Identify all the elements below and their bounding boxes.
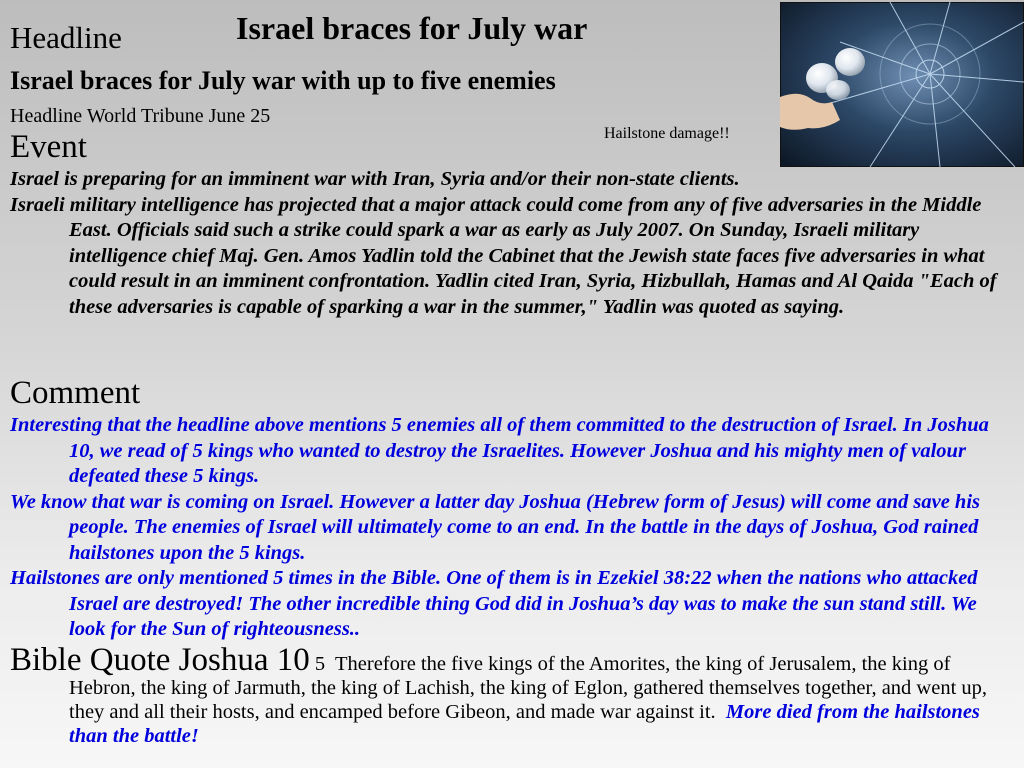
comment-paragraph: Hailstones are only mentioned 5 times in the Bible. One of them is in Ezekiel 38:22 when the nations who attacked Israel are destroyed! The other incredible thing God did in Joshua’s day was to make the sun stand still. We look for the Sun of righteousness..	[10, 567, 978, 640]
headline-text: Israel braces for July war with up to five enemies	[10, 66, 556, 95]
verse-number: 5	[314, 653, 326, 675]
hailstone-photo	[780, 2, 1024, 167]
event-paragraph: Israeli military intelligence has projected that a major attack could come from any of five adversaries in the Middle East. Officials said such a strike could spark a war as early as July 2007. On Sunday, Israeli military intelligence chief Maj. Gen. Amos Yadlin told the Cabinet that the Jewish state faces five adversaries in what could result in an imminent confrontation. Yadlin cited Iran, Syria, Hizbullah, Hamas and Al Qaida "Each of these adversaries is capable of sparking a war in the summer," Yadlin was quoted as saying.	[10, 193, 997, 318]
event-paragraph: Israel is preparing for an imminent war with Iran, Syria and/or their non-state clients.	[10, 168, 740, 190]
bible-paragraph	[10, 642, 1014, 748]
bible-quote	[10, 642, 1014, 748]
image-caption: Hailstone damage!!	[604, 125, 730, 142]
slide-title: Israel braces for July war	[236, 10, 588, 46]
section-label-event: Event	[10, 129, 87, 165]
comment-body	[10, 413, 1014, 643]
comment-paragraph: We know that war is coming on Israel. However a latter day Joshua (Hebrew form of Jesus) will come and save his people. The enemies of Israel will ultimately come to an end. In the battle in the days of Joshua, God rained hailstones upon the 5 kings.	[10, 490, 980, 564]
source-line: Headline World Tribune June 25	[10, 105, 271, 127]
event-body	[10, 167, 1014, 320]
section-label-bible: Bible Quote Joshua 10	[10, 642, 310, 678]
comment-paragraph: Interesting that the headline above mentions 5 enemies all of them committed to the destruction of Israel. In Joshua 10, we read of 5 kings who wanted to destroy the Israelites. However Joshua and his mighty men of valour defeated these 5 kings.	[10, 414, 989, 487]
section-label-headline: Headline	[10, 20, 122, 55]
verse-text: Therefore the five kings of the Amorites, the king of Jerusalem, the king of Hebron, the king of Jarmuth, the king of Lachish, the king of Eglon, gathered themselves together, and went up, they and all their hosts, and encamped before Gibeon, and made war against it.	[69, 653, 988, 723]
section-label-comment: Comment	[10, 375, 141, 411]
bible-closing-note: More died from the hailstones than the battle!	[69, 701, 980, 747]
